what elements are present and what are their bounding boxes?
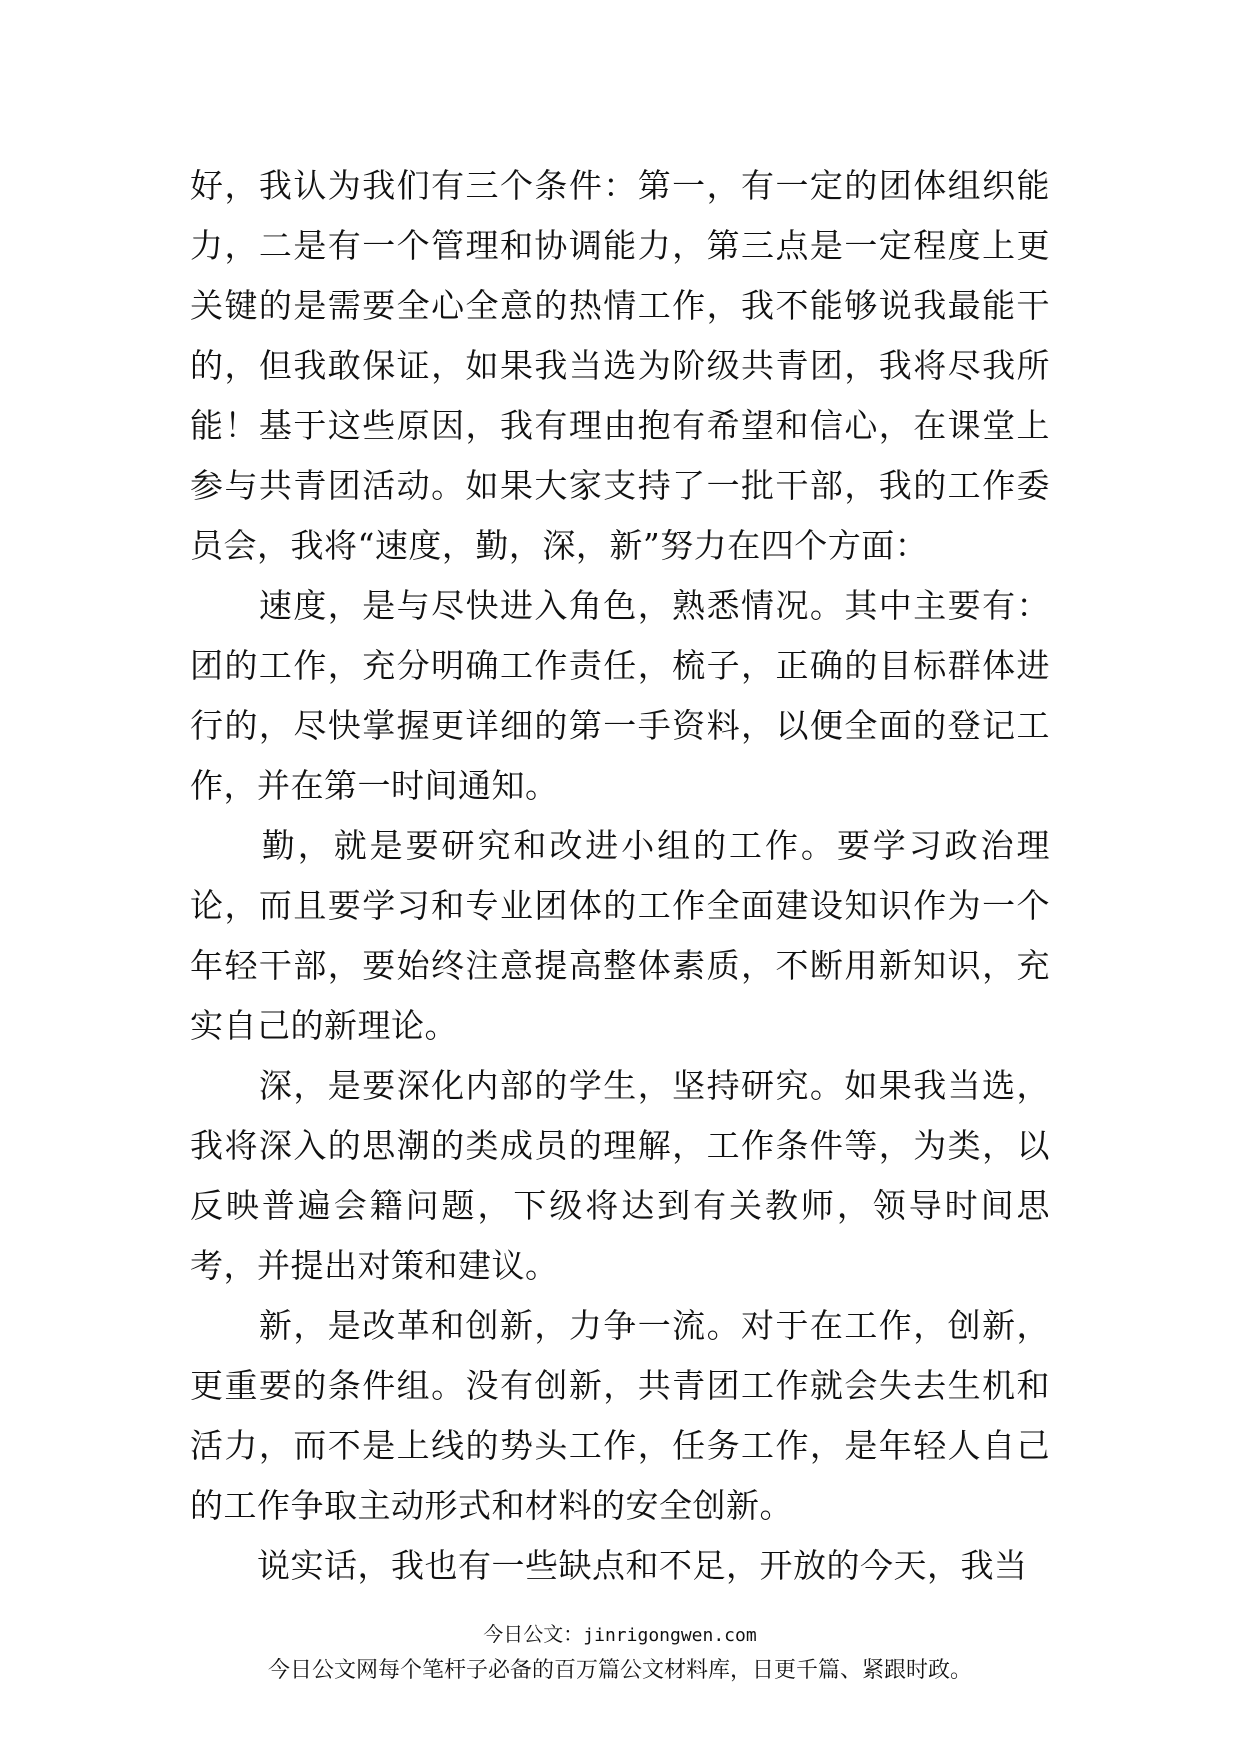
text-line: 行的，尽快掌握更详细的第一手资料，以便全面的登记工 [190, 706, 1050, 745]
text-line: 反映普遍会籍问题，下级将达到有关教师，领导时间思 [190, 1186, 1050, 1225]
text-line: 活力，而不是上线的势头工作，任务工作，是年轻人自己 [190, 1426, 1050, 1465]
text-line: 考，并提出对策和建议。 [190, 1246, 559, 1285]
text-line: 参与共青团活动。如果大家支持了一批干部，我的工作委 [190, 466, 1050, 505]
paragraph [190, 1536, 1050, 1596]
text-line: 团的工作，充分明确工作责任，梳子，正确的目标群体进 [190, 646, 1050, 685]
text-line: 力，二是有一个管理和协调能力，第三点是一定程度上更 [190, 226, 1050, 265]
text-line: 勤，就是要研究和改进小组的工作。要学习政治理 [190, 826, 1050, 865]
text-line: 关键的是需要全心全意的热情工作，我不能够说我最能干 [190, 286, 1050, 325]
paragraph [190, 1056, 1050, 1296]
text-line: 好，我认为我们有三个条件：第一，有一定的团体组织能 [190, 166, 1050, 205]
text-line: 新，是改革和创新，力争一流。对于在工作，创新， [190, 1306, 1050, 1345]
paragraph [190, 576, 1050, 816]
text-line: 的工作争取主动形式和材料的安全创新。 [190, 1486, 793, 1525]
text-line: 实自己的新理论。 [190, 1006, 458, 1045]
footer-slogan: 今日公文网每个笔杆子必备的百万篇公文材料库，日更千篇、紧跟时政。 [267, 1658, 972, 1683]
text-line: 深，是要深化内部的学生，坚持研究。如果我当选， [190, 1066, 1050, 1105]
footer-site-url[interactable]: jinrigongwen.com [583, 1625, 757, 1646]
text-line: 速度，是与尽快进入角色，熟悉情况。其中主要有： [190, 586, 1050, 625]
text-line: 作，并在第一时间通知。 [190, 766, 559, 805]
paragraph [190, 1296, 1050, 1536]
text-line: 年轻干部，要始终注意提高整体素质，不断用新知识，充 [190, 946, 1050, 985]
footer-site-label: 今日公文： [483, 1622, 584, 1646]
paragraph [190, 156, 1050, 576]
text-line: 论，而且要学习和专业团体的工作全面建设知识作为一个 [190, 886, 1050, 925]
text-line: 的，但我敢保证，如果我当选为阶级共青团，我将尽我所 [190, 346, 1050, 385]
text-line: 员会，我将“速度，勤，深，新”努力在四个方面： [190, 526, 929, 565]
paragraph [190, 816, 1050, 1056]
document-body [190, 156, 1050, 1596]
text-line: 能！基于这些原因，我有理由抱有希望和信心，在课堂上 [190, 406, 1050, 445]
text-line: 说实话，我也有一些缺点和不足，开放的今天，我当 [190, 1546, 1028, 1585]
text-line: 我将深入的思潮的类成员的理解，工作条件等，为类，以 [190, 1126, 1050, 1165]
footer-site-line [0, 1620, 1240, 1650]
text-line: 更重要的条件组。没有创新，共青团工作就会失去生机和 [190, 1366, 1050, 1405]
